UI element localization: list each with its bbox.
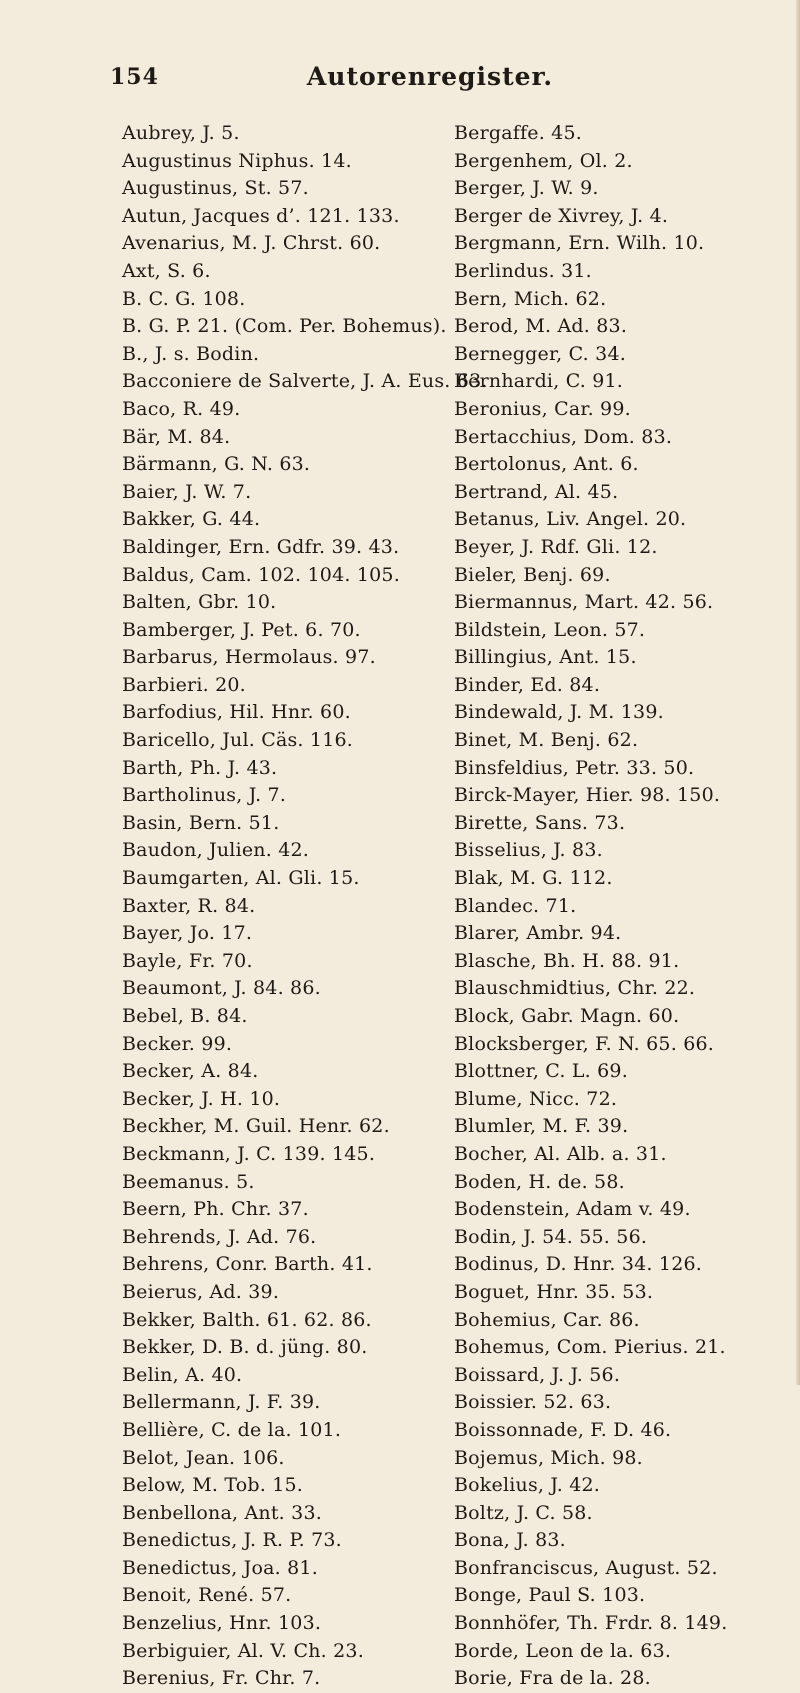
index-entry: Augustinus Niphus. 14. — [122, 149, 352, 172]
index-entry: Bernegger, C. 34. — [454, 342, 626, 365]
page-number: 154 — [110, 64, 159, 90]
index-entry: Behrends, J. Ad. 76. — [122, 1225, 317, 1248]
index-entry: Binet, M. Benj. 62. — [454, 729, 639, 752]
index-entry: Bohemius, Car. 86. — [454, 1308, 640, 1331]
index-entry: Beronius, Car. 99. — [454, 397, 631, 420]
index-entry: Blasche, Bh. H. 88. 91. — [454, 949, 680, 972]
index-entry: Baxter, R. 84. — [122, 894, 256, 917]
index-entry: Boltz, J. C. 58. — [454, 1501, 593, 1524]
index-entry: Bekker, D. B. d. jüng. 80. — [122, 1336, 368, 1359]
index-entry: Behrens, Conr. Barth. 41. — [122, 1253, 373, 1276]
index-entry: Borie, Fra de la. 28. — [454, 1667, 651, 1690]
index-entry: Barbarus, Hermolaus. 97. — [122, 646, 376, 669]
index-entry: Bonnhöfer, Th. Frdr. 8. 149. — [454, 1612, 728, 1635]
index-entry: Bertacchius, Dom. 83. — [454, 425, 673, 448]
index-entry: Boissonnade, F. D. 46. — [454, 1418, 672, 1441]
index-entry: Bacconiere de Salverte, J. A. Eus. 63. — [122, 370, 488, 393]
index-entry: Berger, J. W. 9. — [454, 177, 599, 200]
index-entry: Bertolonus, Ant. 6. — [454, 453, 639, 476]
index-entry: Birette, Sans. 73. — [454, 811, 626, 834]
index-entry: Blak, M. G. 112. — [454, 867, 613, 890]
index-entry: Betanus, Liv. Angel. 20. — [454, 508, 687, 531]
index-entry: Boissard, J. J. 56. — [454, 1363, 621, 1386]
index-entry: Bodinus, D. Hnr. 34. 126. — [454, 1253, 703, 1276]
index-entry: Bergmann, Ern. Wilh. 10. — [454, 232, 705, 255]
index-entry: Bohemus, Com. Pierius. 21. — [454, 1336, 726, 1359]
index-entry: Benedictus, J. R. P. 73. — [122, 1529, 342, 1552]
index-entry: Barfodius, Hil. Hnr. 60. — [122, 701, 351, 724]
index-entry: Bergenhem, Ol. 2. — [454, 149, 633, 172]
index-entry: Bellière, C. de la. 101. — [122, 1418, 342, 1441]
index-entry: Berbiguier, Al. V. Ch. 23. — [122, 1639, 364, 1662]
index-entry: Aubrey, J. 5. — [122, 122, 240, 144]
index-entry: Bayle, Fr. 70. — [122, 949, 253, 972]
index-entry: Balten, Gbr. 10. — [122, 591, 277, 614]
index-entry: Axt, S. 6. — [122, 259, 211, 282]
index-entry: Bebel, B. 84. — [122, 1005, 248, 1027]
index-entry: Blocksberger, F. N. 65. 66. — [454, 1032, 715, 1055]
index-entry: Baldus, Cam. 102. 104. 105. — [122, 563, 400, 586]
index-entry: Becker, A. 84. — [122, 1060, 259, 1083]
index-entry: Blumler, M. F. 39. — [454, 1115, 629, 1138]
index-entry: Berod, M. Ad. 83. — [454, 315, 628, 338]
index-entry: Beierus, Ad. 39. — [122, 1280, 280, 1303]
index-entry: Bodenstein, Adam v. 49. — [454, 1198, 691, 1221]
index-entry: Beern, Ph. Chr. 37. — [122, 1198, 309, 1221]
index-entry: Boissier. 52. 63. — [454, 1391, 612, 1414]
index-entry: Block, Gabr. Magn. 60. — [454, 1005, 680, 1027]
index-entry: Augustinus, St. 57. — [122, 177, 309, 200]
index-entry: Berenius, Fr. Chr. 7. — [122, 1667, 321, 1690]
index-entry: Bocher, Al. Alb. a. 31. — [454, 1142, 667, 1165]
index-entry: Beaumont, J. 84. 86. — [122, 977, 321, 1000]
page-edge — [796, 0, 800, 1385]
index-entry: Baco, R. 49. — [122, 397, 241, 420]
running-title: Autorenregister. — [306, 62, 554, 91]
index-entry: Beemanus. 5. — [122, 1170, 255, 1193]
index-entry: Benbellona, Ant. 33. — [122, 1501, 322, 1524]
index-entry: B. C. G. 108. — [122, 287, 246, 310]
index-entry: Blarer, Ambr. 94. — [454, 922, 622, 945]
index-entry: Berger de Xivrey, J. 4. — [454, 204, 669, 227]
index-entry: Benzelius, Hnr. 103. — [122, 1612, 322, 1635]
index-entry: Baricello, Jul. Cäs. 116. — [122, 729, 354, 752]
index-entry: Beckher, M. Guil. Henr. 62. — [122, 1115, 390, 1138]
index-entry: Bärmann, G. N. 63. — [122, 453, 311, 476]
index-entry: Bildstein, Leon. 57. — [454, 618, 646, 641]
index-entry: Bonge, Paul S. 103. — [454, 1584, 646, 1607]
page-header — [110, 64, 750, 94]
index-entry: Becker, J. H. 10. — [122, 1087, 281, 1110]
index-entry: Bonfranciscus, August. 52. — [454, 1556, 718, 1579]
index-entry: Becker. 99. — [122, 1032, 233, 1055]
index-entry: Birck-Mayer, Hier. 98. 150. — [454, 784, 721, 807]
right-column — [454, 120, 784, 1693]
index-entry: Belot, Jean. 106. — [122, 1446, 285, 1469]
index-entry: Below, M. Tob. 15. — [122, 1474, 304, 1497]
index-entry: Bindewald, J. M. 139. — [454, 701, 664, 724]
index-entry: Blauschmidtius, Chr. 22. — [454, 977, 696, 1000]
index-entry: Bern, Mich. 62. — [454, 287, 607, 310]
index-entry: Beckmann, J. C. 139. 145. — [122, 1142, 376, 1165]
index-entry: Autun, Jacques d’. 121. 133. — [122, 204, 400, 227]
index-entry: Bayer, Jo. 17. — [122, 922, 253, 945]
index-entry: Binsfeldius, Petr. 33. 50. — [454, 756, 695, 779]
index-entry: Avenarius, M. J. Chrst. 60. — [122, 232, 381, 255]
index-entry: B. G. P. 21. (Com. Per. Bohemus). — [122, 315, 447, 338]
index-entry: Barbieri. 20. — [122, 673, 246, 696]
index-entry: Bojemus, Mich. 98. — [454, 1446, 643, 1469]
index-entry: Bartholinus, J. 7. — [122, 784, 287, 807]
index-entry: Benedictus, Joa. 81. — [122, 1556, 318, 1579]
index-entry: Bakker, G. 44. — [122, 508, 261, 531]
index-entry: Bodin, J. 54. 55. 56. — [454, 1225, 648, 1248]
index-entry: Bokelius, J. 42. — [454, 1474, 601, 1497]
index-entry: Boden, H. de. 58. — [454, 1170, 625, 1193]
index-entry: Binder, Ed. 84. — [454, 673, 601, 696]
index-entry: Belin, A. 40. — [122, 1363, 243, 1386]
index-entry: Baumgarten, Al. Gli. 15. — [122, 867, 360, 890]
index-entry: Beyer, J. Rdf. Gli. 12. — [454, 535, 658, 558]
index-entry: Baudon, Julien. 42. — [122, 839, 310, 862]
index-entry: Bär, M. 84. — [122, 425, 231, 448]
index-entry: Bieler, Benj. 69. — [454, 563, 611, 586]
index-entry: Borde, Leon de la. 63. — [454, 1639, 672, 1662]
index-entry: Bergaffe. 45. — [454, 122, 582, 144]
index-entry: Bertrand, Al. 45. — [454, 480, 619, 503]
index-entry: Boguet, Hnr. 35. 53. — [454, 1280, 654, 1303]
index-entry: B., J. s. Bodin. — [122, 342, 260, 365]
index-entry: Benoit, René. 57. — [122, 1584, 292, 1607]
index-entry: Blandec. 71. — [454, 894, 577, 917]
index-entry: Barth, Ph. J. 43. — [122, 756, 278, 779]
index-entry: Bellermann, J. F. 39. — [122, 1391, 321, 1414]
index-entry: Berlindus. 31. — [454, 259, 592, 282]
index-entry: Bona, J. 83. — [454, 1529, 566, 1552]
index-entry: Bernhardi, C. 91. — [454, 370, 624, 393]
index-entry: Bisselius, J. 83. — [454, 839, 603, 862]
index-entry: Bamberger, J. Pet. 6. 70. — [122, 618, 361, 641]
index-entry: Baier, J. W. 7. — [122, 480, 252, 503]
index-entry: Baldinger, Ern. Gdfr. 39. 43. — [122, 535, 400, 558]
index-entry: Bekker, Balth. 61. 62. 86. — [122, 1308, 372, 1331]
index-entry: Billingius, Ant. 15. — [454, 646, 637, 669]
index-entry: Biermannus, Mart. 42. 56. — [454, 591, 714, 614]
left-column — [122, 120, 488, 1693]
index-entry: Blume, Nicc. 72. — [454, 1087, 618, 1110]
index-entry: Basin, Bern. 51. — [122, 811, 280, 834]
index-entry: Blottner, C. L. 69. — [454, 1060, 628, 1083]
